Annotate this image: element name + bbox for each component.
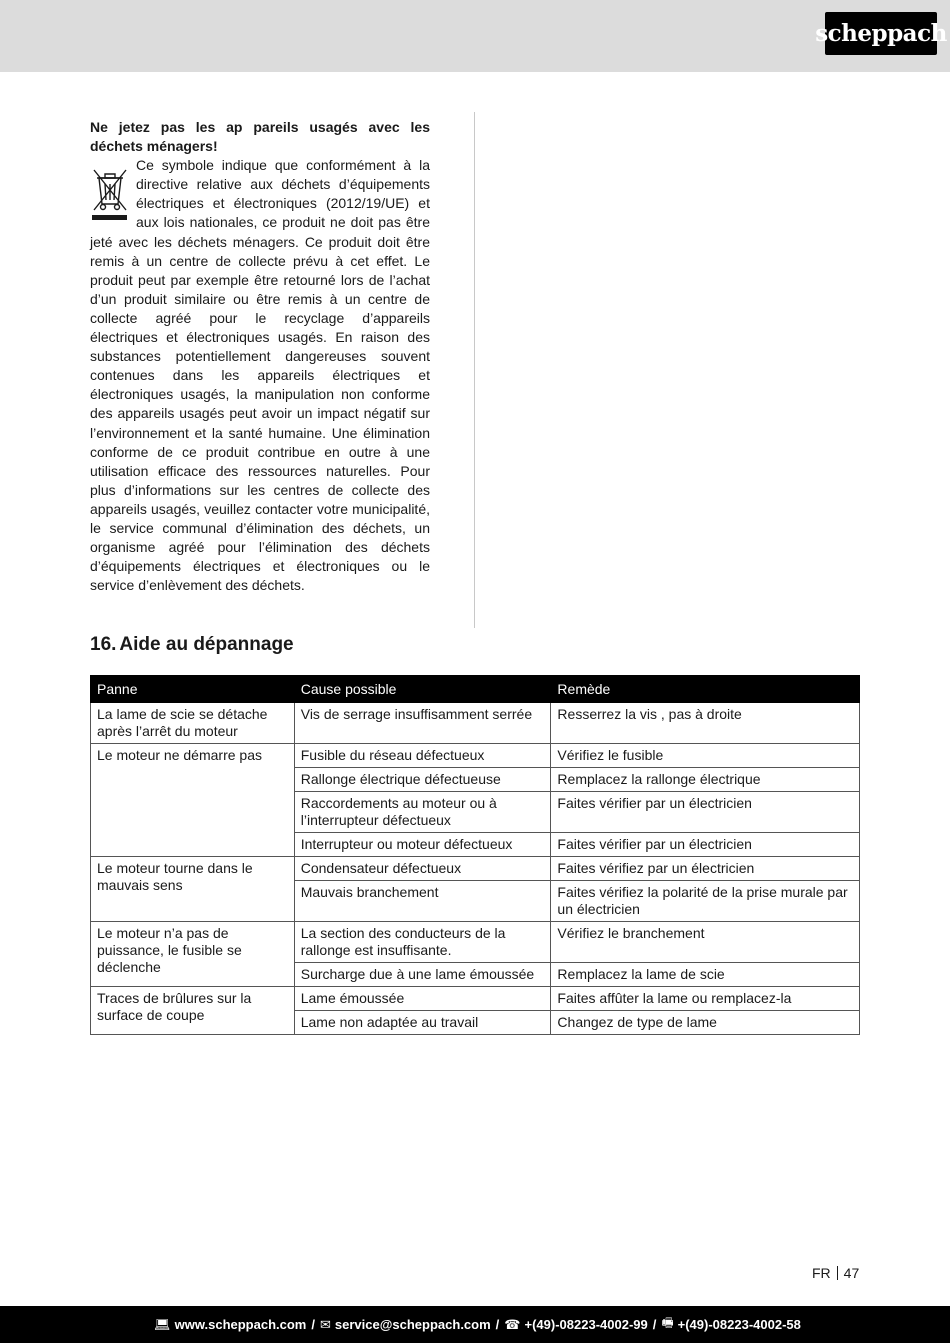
cause-cell: Rallonge électrique défectueuse <box>294 768 551 792</box>
table-row <box>91 857 860 881</box>
laptop-icon: 💻︎ <box>154 1316 171 1332</box>
remedy-cell: Vérifiez le branchement <box>551 922 860 963</box>
table-row <box>91 703 860 744</box>
page-language: FR <box>812 1265 831 1281</box>
remedy-cell: Remplacez la rallonge électrique <box>551 768 860 792</box>
section-title <box>90 632 294 658</box>
fault-cell: La lame de scie se détache après l’arrêt du moteur <box>91 703 295 744</box>
telephone-icon: ☎︎ <box>504 1316 521 1332</box>
column-header-fault: Panne <box>91 676 295 703</box>
cause-cell: La section des conducteurs de la rallonge est insuffisante. <box>294 922 551 963</box>
disposal-body: Ce symbole indique que conformément à la directive relative aux déchets d’équipements électriques et électroniques (2012/19/UE) et aux lois nationales, ce produit ne doit pas être jeté avec les déchets ménagers. Ce produit doit être remis à un centre de collecte prévu à cet effet. Le produit peut par exemple être retourné lors de l’achat d’un produit similaire ou être remis à un centre de collecte agréé pour le recyclage d’appareils électriques et électroniques usagés. En raison des substances potentiellement dangereuses souvent contenues dans les appareils électriques et électroniques usagés, la manipulation non conforme des appareils usagés peut avoir un impact négatif sur l’environnement et la santé humaine. Une élimination conforme de ce produit contribue en outre à une utilisation efficace des ressources naturelles. Pour plus d’informations sur les centres de collecte des appareils usagés, veuillez contacter votre municipalité, le service communal d’élimination des déchets, un organisme agréé pour l’élimination des déchets d’équipements électriques et électroniques ou le service d’enlèvement des déchets. <box>90 157 430 594</box>
remedy-cell: Changez de type de lame <box>551 1011 860 1035</box>
fault-cell: Le moteur tourne dans le mauvais sens <box>91 857 295 922</box>
cause-cell: Interrupteur ou moteur défectueux <box>294 833 551 857</box>
table-row <box>91 987 860 1011</box>
page-number-separator <box>837 1266 838 1280</box>
page-number-value: 47 <box>843 1265 860 1281</box>
footer-fax: +(49)-08223-4002-58 <box>677 1317 801 1332</box>
fax-icon: 🖷︎ <box>661 1314 674 1330</box>
cause-cell: Condensateur défectueux <box>294 857 551 881</box>
remedy-cell: Faites vérifier par un électricien <box>551 833 860 857</box>
section-number: 16. <box>90 634 117 655</box>
footer-email[interactable]: service@scheppach.com <box>334 1317 491 1332</box>
cause-cell: Mauvais branchement <box>294 881 551 922</box>
remedy-cell: Faites vérifiez par un électricien <box>551 857 860 881</box>
cause-cell: Surcharge due à une lame émoussée <box>294 963 551 987</box>
footer-phone: +(49)-08223-4002-99 <box>524 1317 648 1332</box>
cause-cell: Fusible du réseau défectueux <box>294 744 551 768</box>
footer-separator: / <box>311 1317 315 1332</box>
table-header-row <box>91 676 860 703</box>
fault-cell: Le moteur n’a pas de puissance, le fusible se déclenche <box>91 922 295 987</box>
footer-separator: / <box>652 1317 657 1332</box>
brand-logo <box>815 12 947 55</box>
column-header-remedy: Remède <box>551 676 860 703</box>
remedy-cell: Faites affûter la lame ou remplacez-la <box>551 987 860 1011</box>
fault-cell: Traces de brûlures sur la surface de coupe <box>91 987 295 1035</box>
remedy-cell: Resserrez la vis , pas à droite <box>551 703 860 744</box>
cause-cell: Lame non adaptée au travail <box>294 1011 551 1035</box>
disposal-heading: Ne jetez pas les ap pareils usagés avec les déchets ménagers! <box>90 119 430 155</box>
envelope-icon: ✉︎ <box>320 1316 331 1332</box>
cause-cell: Vis de serrage insuffisamment serrée <box>294 703 551 744</box>
remedy-cell: Faites vérifier par un électricien <box>551 792 860 833</box>
header-band <box>0 0 950 72</box>
cause-cell: Raccordements au moteur ou à l’interrupteur défectueux <box>294 792 551 833</box>
footer-website[interactable]: www.scheppach.com <box>174 1317 307 1332</box>
footer-separator: / <box>495 1317 500 1332</box>
troubleshooting-table <box>90 675 860 1035</box>
crossed-out-wheelie-bin-icon <box>90 160 130 222</box>
remedy-cell: Remplacez la lame de scie <box>551 963 860 987</box>
remedy-cell: Vérifiez le fusible <box>551 744 860 768</box>
column-divider <box>474 112 475 628</box>
footer-bar <box>0 1306 950 1343</box>
table-row <box>91 922 860 963</box>
table-row <box>91 744 860 768</box>
remedy-cell: Faites vérifiez la polarité de la prise murale par un électricien <box>551 881 860 922</box>
page-number <box>812 1264 859 1282</box>
brand-logo-text: scheppach <box>815 20 947 47</box>
cause-cell: Lame émoussée <box>294 987 551 1011</box>
fault-cell: Le moteur ne démarre pas <box>91 744 295 857</box>
section-title-text: Aide au dépannage <box>119 634 294 655</box>
disposal-notice <box>90 118 430 595</box>
column-header-cause: Cause possible <box>294 676 551 703</box>
